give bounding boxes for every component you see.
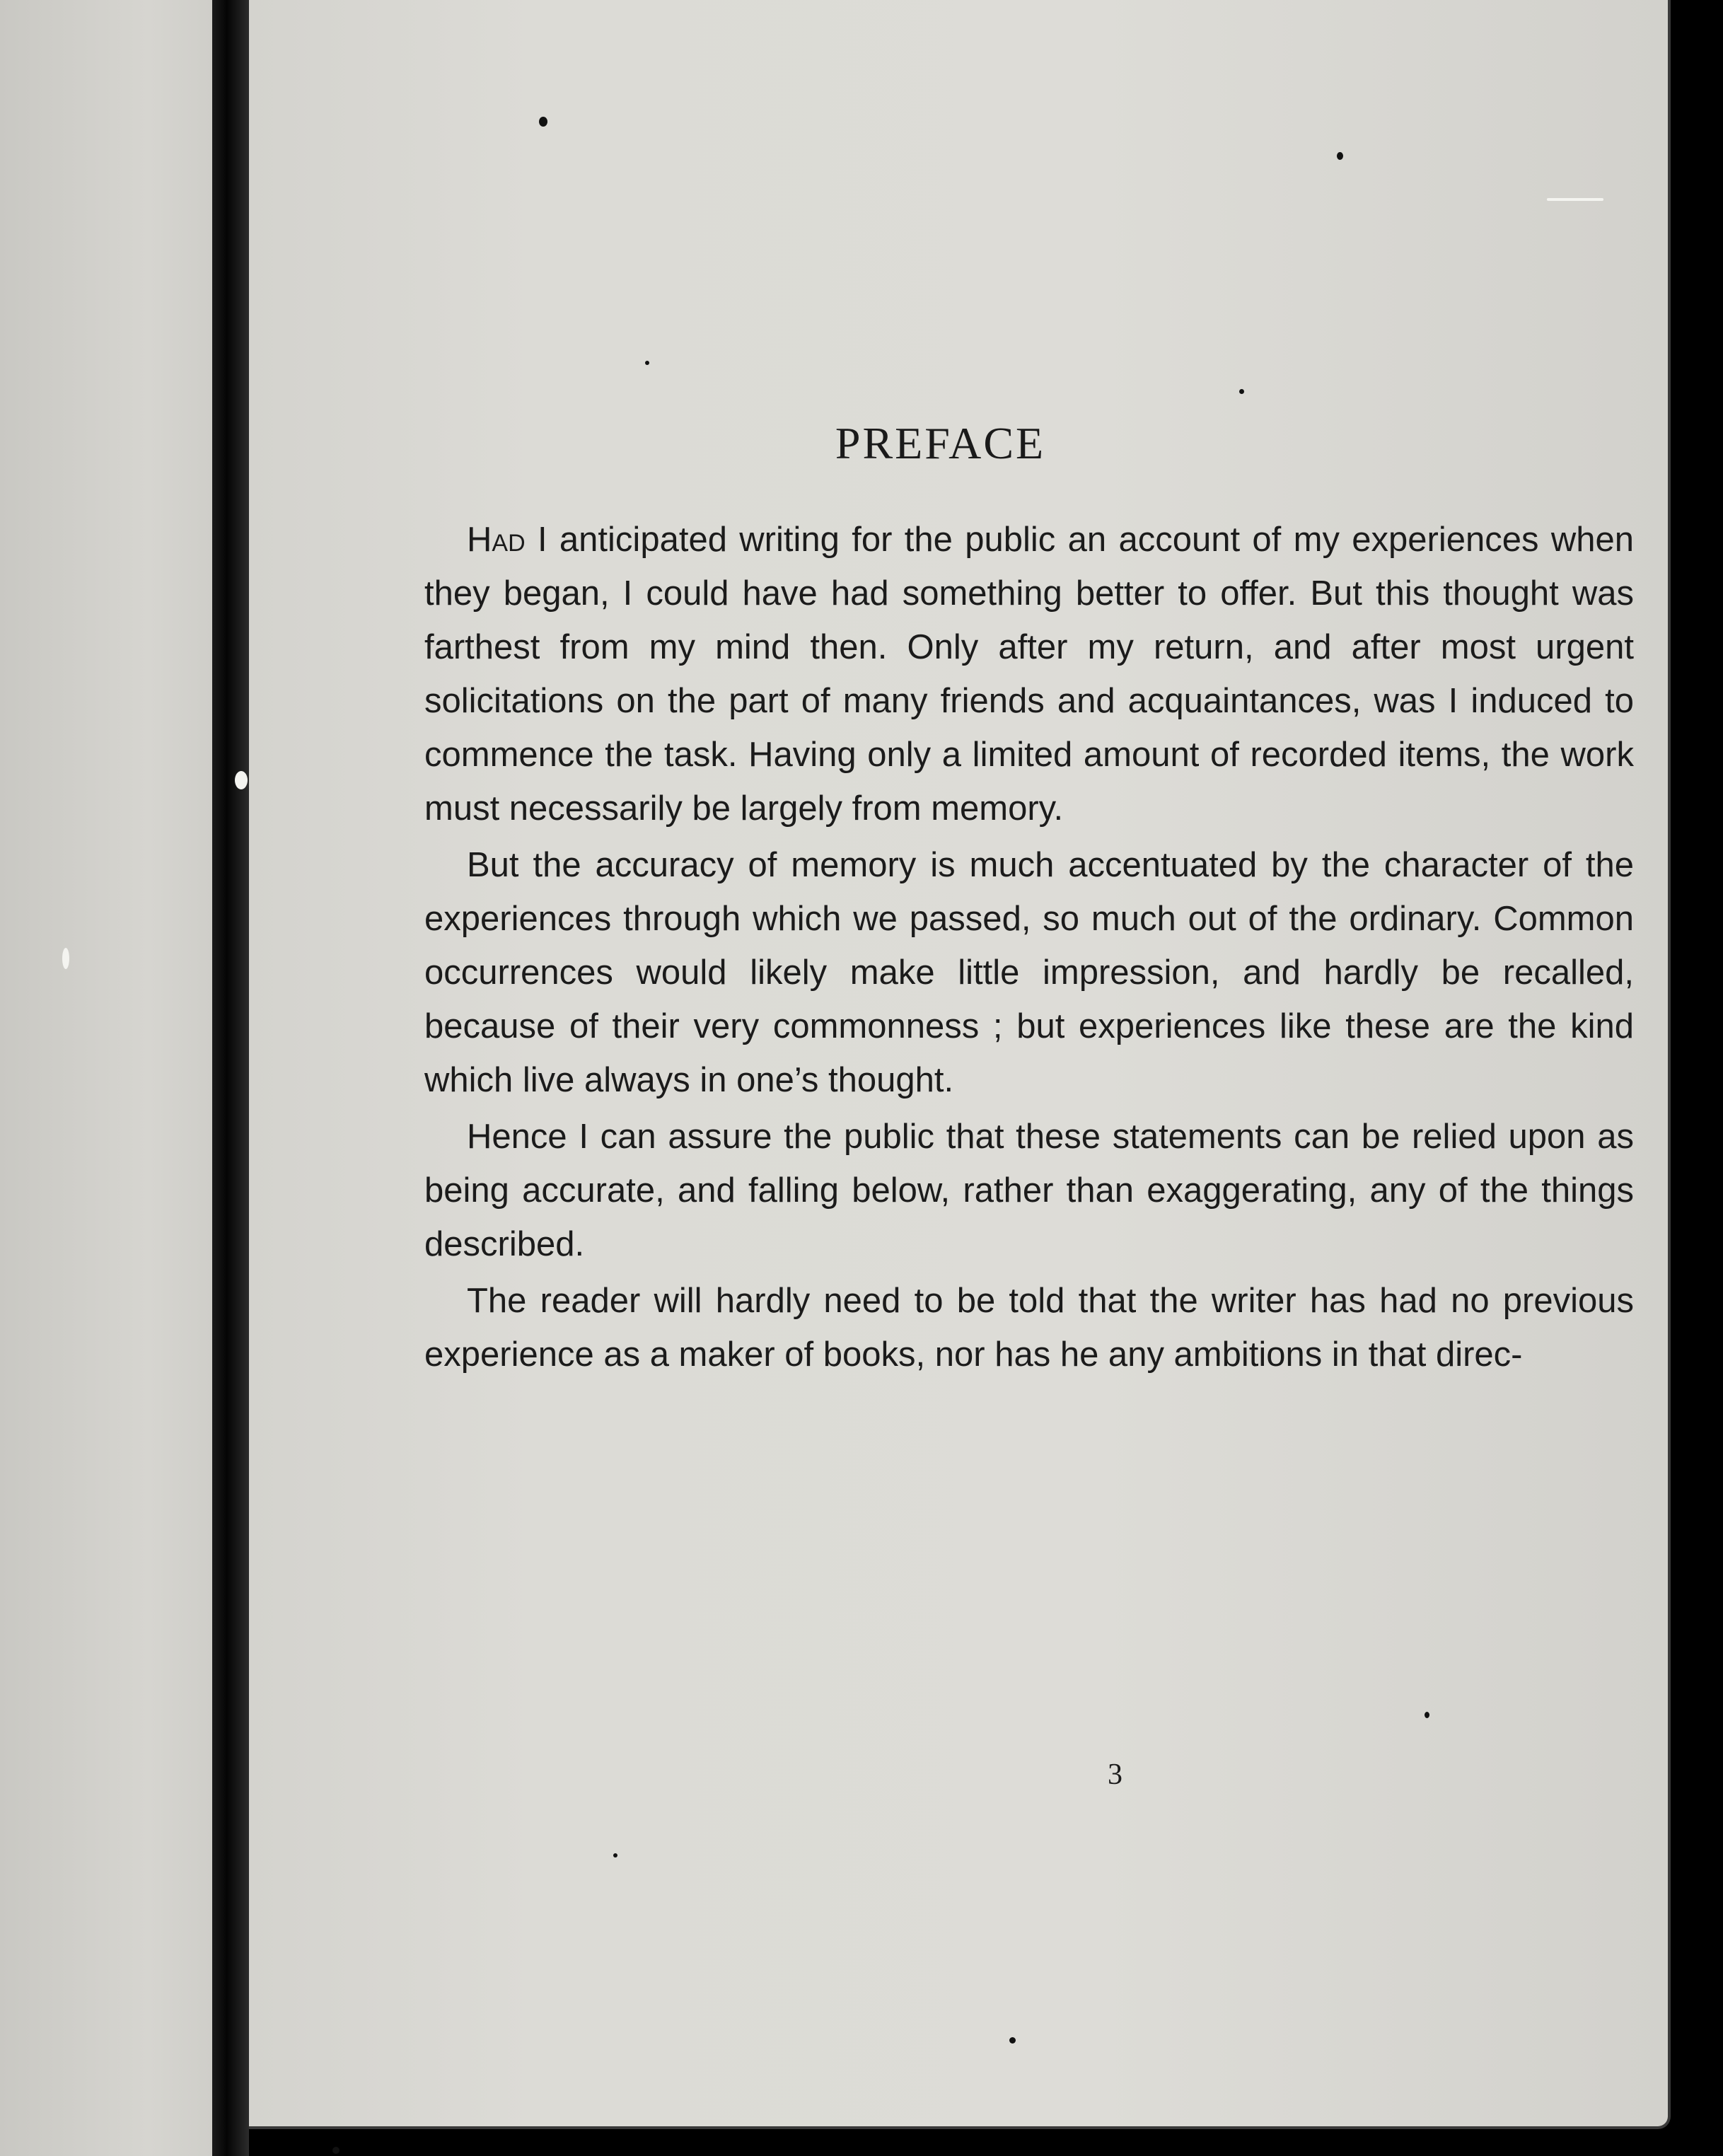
scan-speck	[62, 948, 69, 969]
scan-speck	[235, 771, 248, 789]
page-number: 3	[1108, 1758, 1122, 1791]
paragraph-text: I anticipated writing for the public an account of my experiences when they began, I could have had something better to offer. But this thought was farthest from my mind then. Only after my return, and after most urgent solicitations on the part of many friends and acquaintances, was I induced to commence the task. Having only a limited amount of recorded items, the work must necessarily be largely from memory.	[424, 521, 1634, 828]
scan-speck	[613, 1853, 617, 1857]
book-gutter	[212, 0, 249, 2156]
paragraph-lead-word: Had	[467, 521, 526, 559]
scan-speck	[1239, 389, 1244, 394]
scan-speck	[645, 361, 649, 365]
scan-speck	[1337, 152, 1343, 160]
paragraph-3: Hence I can assure the public that these statements can be relied upon as being accurate, and falling below, rather than exaggerating, any of the things described.	[424, 1118, 1634, 1263]
previous-page-edge	[0, 0, 212, 2156]
paragraph-2: But the accuracy of memory is much accentuated by the character of the experiences through which we passed, so much out of the ordinary. Common occurrences would likely make little impression, and hardly be recalled, because of their very commonness ; but experiences like these are the kind which live always in one’s thought.	[424, 846, 1634, 1099]
scan-speck	[1547, 198, 1603, 201]
scan-speck	[332, 2147, 340, 2154]
book-page	[249, 0, 1671, 2129]
scan-speck	[539, 117, 547, 127]
scan-speck	[1009, 2037, 1016, 2044]
paragraph-1	[424, 513, 1634, 835]
preface-body	[424, 513, 1634, 1384]
page-title: PREFACE	[835, 418, 1046, 468]
scan-speck	[1425, 1712, 1429, 1718]
paragraph-4: The reader will hardly need to be told that the writer has had no previous experience as a maker of books, nor has he any ambitions in that direc-	[424, 1282, 1634, 1374]
